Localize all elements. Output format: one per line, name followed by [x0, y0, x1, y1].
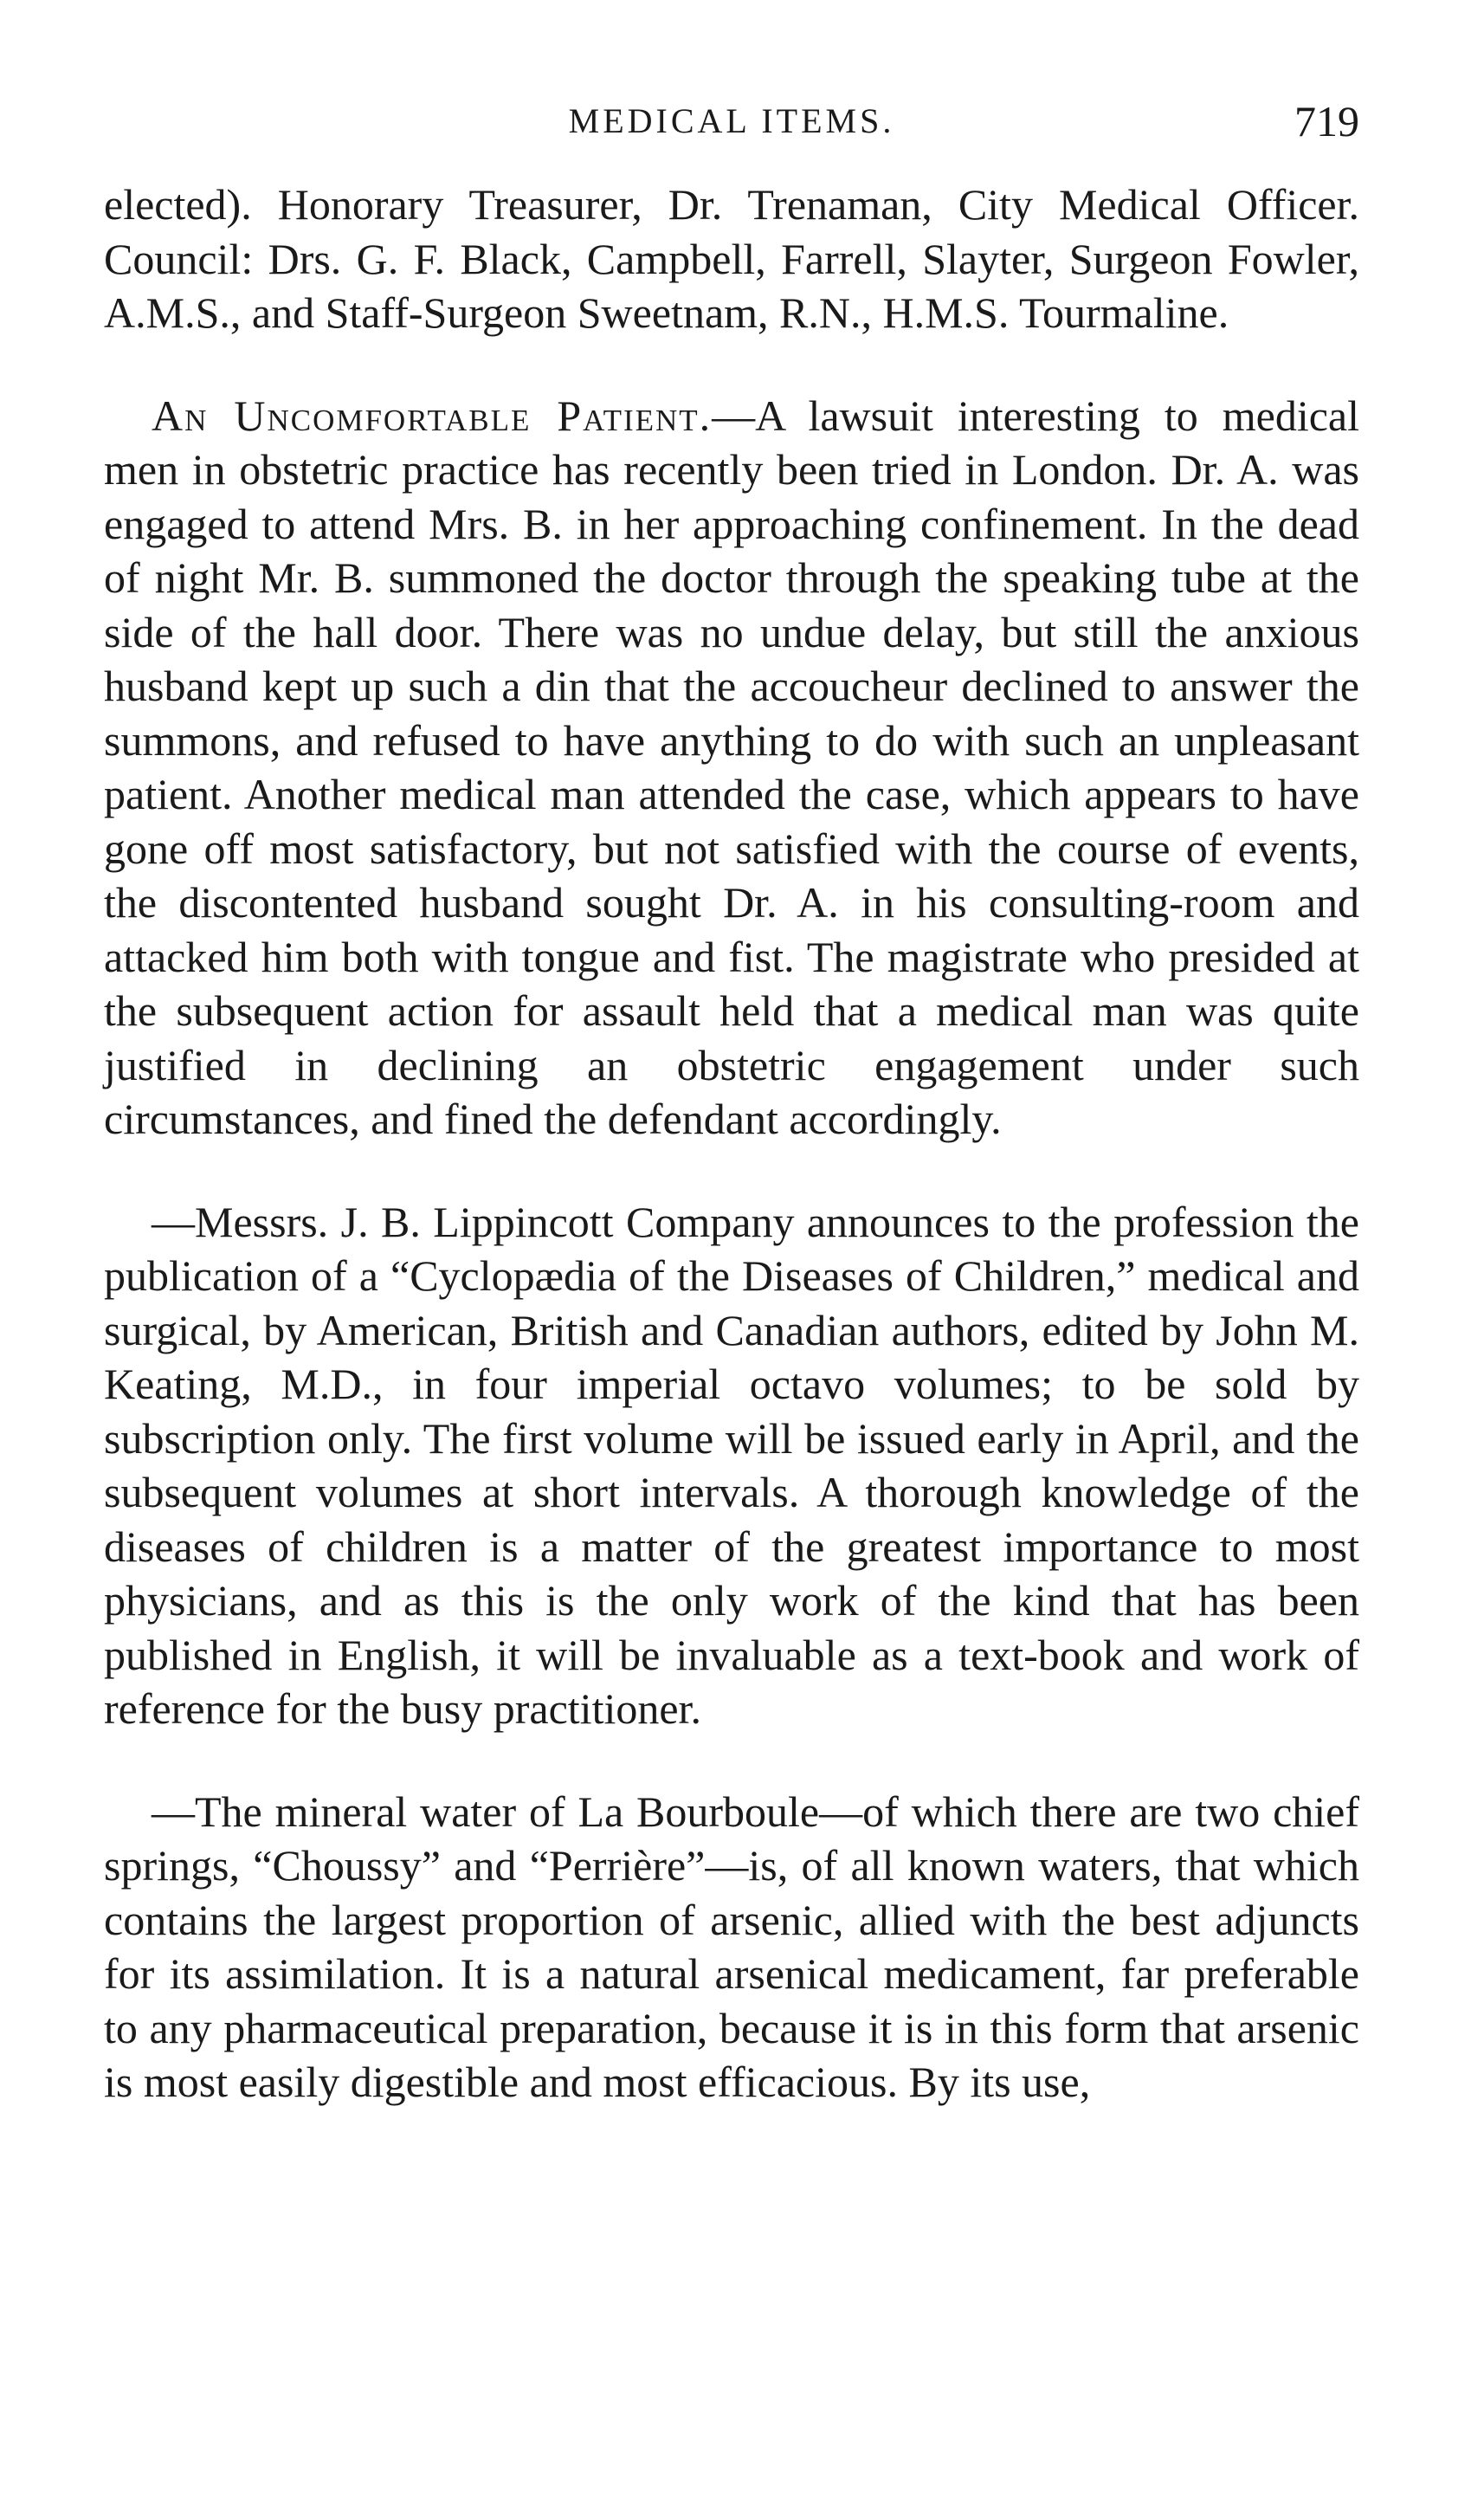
- section-lead-heading: An Uncomfortable Patient.: [152, 391, 713, 440]
- body-text: [104, 178, 1359, 2110]
- paragraph-la-bourboule: [104, 1785, 1359, 2110]
- paragraph-council-continuation: [104, 178, 1359, 340]
- page-number: 719: [1294, 97, 1359, 145]
- paragraph-text: —A lawsuit interesting to medical men in obstetric practice has recently been tried in London. Dr. A. was engaged to attend Mrs. B. in her approaching confinement. In the dead of night Mr. B. summoned the doctor through the speaking tube at the side of the hall door. There was no undue delay, but still the anxious husband kept up such a din that the accoucheur declined to answer the summons, and refused to have anything to do with such an unpleasant patient. Another medical man attended the case, which appears to have gone off most satisfactory, but not satisfied with the course of events, the discontented husband sought Dr. A. in his consulting-room and attacked him both with tongue and fist. The magistrate who presided at the subsequent action for assault held that a medical man was quite justified in declining an obstetric engagement under such circumstances, and fined the defendant accordingly.: [104, 391, 1359, 1143]
- running-title: MEDICAL ITEMS.: [568, 101, 895, 140]
- running-head: [104, 95, 1359, 147]
- paragraph-text: elected). Honorary Treasurer, Dr. Trenaman, City Medical Officer. Council: Drs. G. F. Black, Campbell, Farrell, Slayter, Surgeon Fowler, A.M.S., and Staff-Surgeon Sweetnam, R.N., H.M.S. Tourmaline.: [104, 180, 1359, 337]
- paragraph-lippincott-announcement: [104, 1195, 1359, 1736]
- paragraph-uncomfortable-patient: [104, 389, 1359, 1147]
- paragraph-text: —Messrs. J. B. Lippincott Company announces to the profession the publication of a “Cyclopædia of the Diseases of Children,” medical and surgical, by American, British and Canadian authors, edited by John M. Keating, M.D., in four imperial octavo volumes; to be sold by subscription only. The first volume will be issued early in April, and the subsequent volumes at short intervals. A thorough knowledge of the diseases of children is a matter of the greatest importance to most physicians, and as this is the only work of the kind that has been published in English, it will be invaluable as a text-book and work of reference for the busy practitioner.: [104, 1197, 1359, 1733]
- paragraph-text: —The mineral water of La Bourboule—of which there are two chief springs, “Choussy” and “Perrière”—is, of all known waters, that which contains the largest proportion of arsenic, allied with the best adjuncts for its assimilation. It is a natural arsenical medicament, far preferable to any pharmaceutical preparation, because it is in this form that arsenic is most easily digestible and most efficacious. By its use,: [104, 1787, 1359, 2106]
